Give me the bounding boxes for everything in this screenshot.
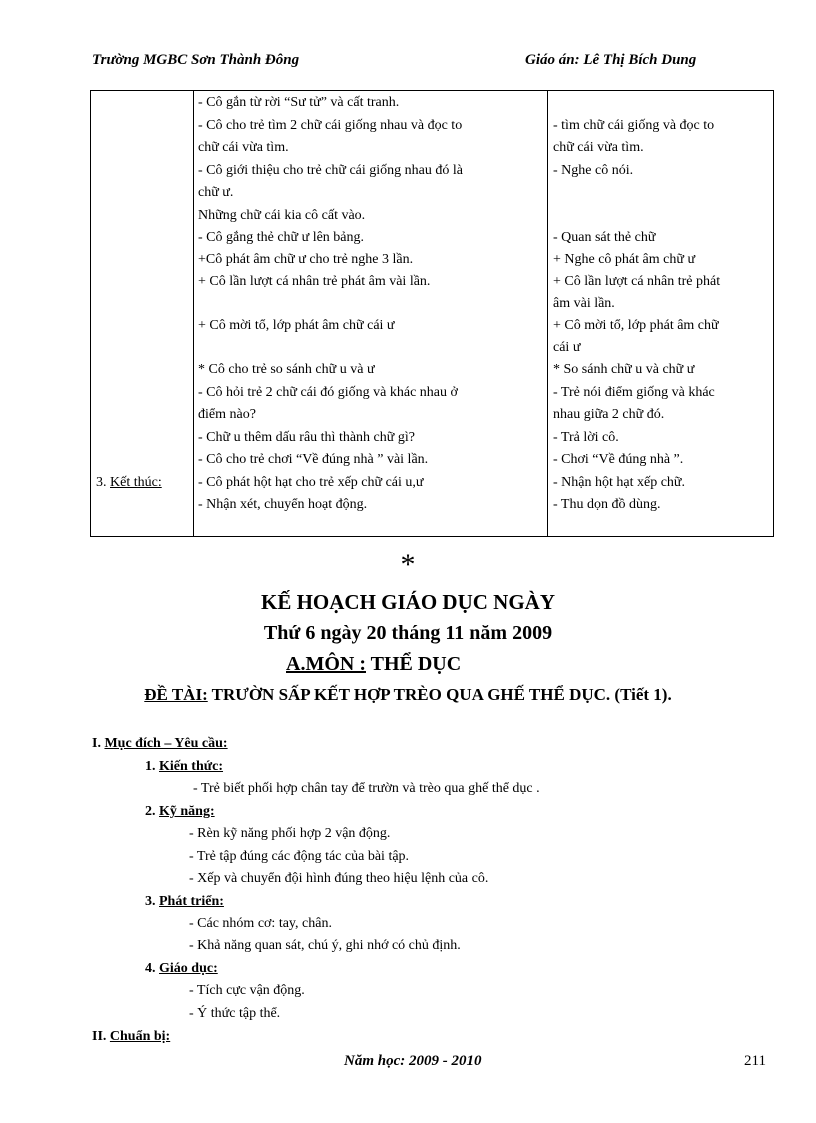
table-middle-line: +Cô phát âm chữ ư cho trẻ nghe 3 lần. [198, 252, 414, 267]
subsection-title: Kiến thức: [159, 759, 224, 774]
plan-date: Thứ 6 ngày 20 tháng 11 năm 2009 [263, 622, 553, 644]
table-middle-line: + Cô lần lượt cá nhân trẻ phát âm vài lần. [198, 274, 431, 289]
table-middle-line: - Cô hỏi trẻ 2 chữ cái đó giống và khác nhau ở [198, 385, 458, 400]
table-middle-line: - Cô cho trẻ tìm 2 chữ cái giống nhau và đọc to [198, 118, 463, 133]
list-item: - Trẻ biết phối hợp chân tay để trườn và trèo qua ghế thể dục . [193, 781, 540, 796]
subsection-skills [145, 801, 215, 823]
table-middle-line: chữ ư. [198, 185, 234, 200]
subsection-education [145, 958, 218, 980]
table-right-line: * So sánh chữ u và chữ ư [553, 362, 695, 377]
table-right-line: + Cô lần lượt cá nhân trẻ phát [553, 274, 721, 289]
header-author: Giáo án: Lê Thị Bích Dung [525, 52, 697, 68]
table-right-line: - Trẻ nói điểm giống và khác [553, 385, 715, 400]
table-left-label [96, 472, 162, 494]
list-item: - Trẻ tập đúng các động tác của bài tập. [189, 849, 410, 864]
subject-label: A.MÔN : [286, 653, 366, 675]
table-right-line: + Cô mời tổ, lớp phát âm chữ [553, 318, 719, 333]
table-right-line: âm vài lần. [553, 296, 615, 311]
table-middle-line: - Cô phát hột hạt cho trẻ xếp chữ cái u,ư [198, 475, 424, 490]
table-right-line: - Nhận hột hạt xếp chữ. [553, 475, 685, 490]
table-middle-line: - Cô cho trẻ chơi “Về đúng nhà ” vài lần. [198, 452, 429, 467]
table-right-line: - tìm chữ cái giống và đọc to [553, 118, 715, 133]
table-right-line: - Chơi “Về đúng nhà ”. [553, 452, 684, 467]
page-number: 211 [744, 1053, 766, 1069]
separator-star: * [400, 548, 416, 581]
subsection-title: Giáo dục: [159, 961, 218, 976]
left-label-text: Kết thúc: [110, 475, 162, 490]
footer-school-year: Năm học: 2009 - 2010 [344, 1053, 482, 1069]
list-item: - Rèn kỹ năng phối hợp 2 vận động. [189, 826, 391, 841]
subsection-knowledge [145, 756, 223, 778]
table-right-line: - Quan sát thẻ chữ [553, 230, 656, 245]
table-middle-line: chữ cái vừa tìm. [198, 140, 289, 155]
table-middle-line: - Nhận xét, chuyển hoạt động. [198, 497, 368, 512]
table-right-line: nhau giữa 2 chữ đó. [553, 407, 665, 422]
subsection-title: Kỹ năng: [159, 804, 215, 819]
table-right-line: - Nghe cô nói. [553, 163, 634, 178]
table-middle-line: + Cô mời tổ, lớp phát âm chữ cái ư [198, 318, 395, 333]
table-divider-1 [193, 91, 194, 536]
subsection-num: 3. [145, 894, 159, 909]
table-middle-line: Những chữ cái kia cô cất vào. [198, 208, 366, 223]
subsection-development [145, 891, 224, 913]
subject-value: THỂ DỤC [365, 653, 462, 675]
subsection-num: 4. [145, 961, 159, 976]
plan-title: KẾ HOẠCH GIÁO DỤC NGÀY [260, 590, 555, 614]
subsection-num: 2. [145, 804, 159, 819]
plan-subject [286, 653, 461, 676]
list-item: - Xếp và chuyển đội hình đúng theo hiệu lệnh của cô. [189, 871, 489, 886]
topic-label: ĐỀ TÀI: [144, 685, 208, 704]
section-num: I. [92, 736, 105, 751]
table-divider-2 [547, 91, 548, 536]
section-num: II. [92, 1029, 110, 1044]
list-item: - Tích cực vận động. [189, 983, 305, 998]
header-school: Trường MGBC Sơn Thành Đông [92, 52, 300, 68]
table-middle-line: - Cô gắn từ rời “Sư tử” và cất tranh. [198, 95, 400, 110]
list-item: - Ý thức tập thể. [189, 1006, 281, 1021]
table-right-line: cái ư [553, 340, 581, 355]
list-item: - Khả năng quan sát, chú ý, ghi nhớ có chủ định. [189, 938, 461, 953]
subsection-num: 1. [145, 759, 159, 774]
section-purpose [92, 733, 228, 755]
left-label-num: 3. [96, 475, 110, 490]
section-preparation [92, 1026, 170, 1048]
table-middle-line: - Cô giới thiệu cho trẻ chữ cái giống nhau đó là [198, 163, 463, 178]
table-right-line: chữ cái vừa tìm. [553, 140, 644, 155]
table-middle-line: * Cô cho trẻ so sánh chữ u và ư [198, 362, 375, 377]
subsection-title: Phát triển: [159, 894, 224, 909]
list-item: - Các nhóm cơ: tay, chân. [189, 916, 332, 931]
topic-value: TRƯỜN SẤP KẾT HỢP TRÈO QUA GHẾ THỂ DỤC. (Tiết 1). [207, 685, 672, 704]
section-title: Mục đích – Yêu cầu: [104, 736, 228, 751]
plan-topic [0, 685, 816, 705]
table-middle-line: - Chữ u thêm dấu râu thì thành chữ gì? [198, 430, 415, 445]
table-right-line: - Trả lời cô. [553, 430, 619, 445]
table-right-line: + Nghe cô phát âm chữ ư [553, 252, 696, 267]
table-middle-line: - Cô gắng thẻ chữ ư lên bảng. [198, 230, 365, 245]
table-right-line: - Thu dọn đồ dùng. [553, 497, 661, 512]
section-title: Chuẩn bị: [109, 1029, 171, 1044]
table-middle-line: điểm nào? [198, 407, 256, 422]
